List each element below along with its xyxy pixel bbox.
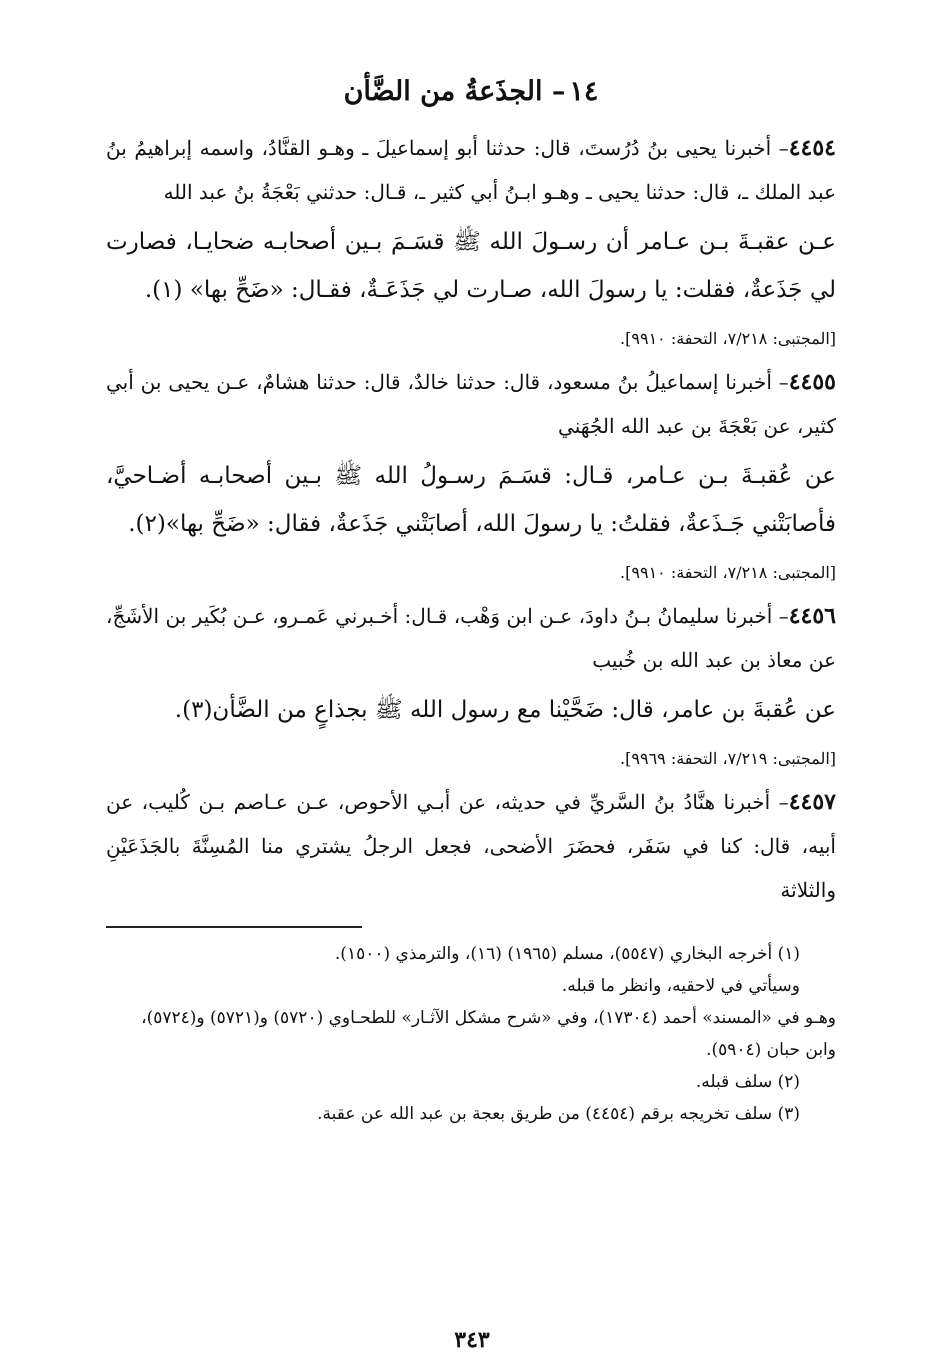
hadith-number: ٤٤٥٧ bbox=[788, 789, 836, 815]
hadith-matn: عـن عقبـةَ بـن عـامر أن رسـولَ الله ﷺ قسَـمَ بـين أصحابـه ضحايـا، فصارت لي جَذَعةٌ، فقلت: يا رسولَ الله، صـارت لي جَذَعَـةٌ، فقـال: «ضَحِّ بها» (١). bbox=[106, 229, 836, 303]
isnad-text: – أخبرنا إسماعيلُ بنُ مسعود، قال: حدثنا خالدٌ، قال: حدثنا هشامٌ، عـن يحيى بن أبي كثير، عن بَعْجَةَ بن عبد الله الجُهَني bbox=[106, 370, 836, 438]
isnad-text: – أخبرنا هنَّادُ بنُ السَّريِّ في حديثه، عن أبـي الأحوص، عـن عـاصم بـن كُليب، عن أبيه، قال: كنا في سَفَر، فحضَرَ الأضحى، فجعل الرجلُ يشتري منا المُسِنَّةَ بالجَذَعَيْنِ والثلاثة bbox=[106, 790, 836, 902]
chapter-title bbox=[106, 72, 836, 112]
hadith-matn: عن عُقبةَ بن عامر، قال: ضَحَّيْنا مع رسول الله ﷺ بجذاعٍ من الضَّأن(٣). bbox=[174, 697, 836, 723]
hadith-isnad bbox=[106, 360, 836, 448]
hadith-isnad bbox=[106, 126, 836, 214]
footnotes bbox=[106, 938, 836, 1130]
hadith-reference: [المجتبى: ٧/٢١٩، التحفة: ٩٩٦٩]. bbox=[620, 749, 836, 768]
hadith-number: ٤٤٥٥ bbox=[788, 369, 836, 395]
hadith-isnad bbox=[106, 594, 836, 682]
hadith-isnad bbox=[106, 780, 836, 912]
chapter-number: ١٤ bbox=[569, 76, 599, 107]
footnote-divider bbox=[106, 926, 362, 928]
footnote-1-continuation: وسيأتي في لاحقيه، وانظر ما قبله. bbox=[561, 976, 800, 996]
page-number: ٣٤٣ bbox=[454, 1327, 490, 1353]
hadith-number: ٤٤٥٦ bbox=[788, 603, 836, 629]
book-page bbox=[106, 72, 836, 1323]
hadith-number: ٤٤٥٤ bbox=[788, 135, 836, 161]
hadith-4455 bbox=[106, 360, 836, 588]
hadith-reference: [المجتبى: ٧/٢١٨، التحفة: ٩٩١٠]. bbox=[620, 563, 836, 582]
hadith-4454 bbox=[106, 126, 836, 354]
footnote-1: (١) أخرجه البخاري (٥٥٤٧)، مسلم (١٩٦٥) (١٦)، والترمذي (١٥٠٠). bbox=[334, 944, 800, 964]
hadith-4457 bbox=[106, 780, 836, 912]
hadith-4456 bbox=[106, 594, 836, 774]
hadith-matn: عن عُقبـةَ بـن عـامر، قـال: قسَـمَ رسـولُ الله ﷺ بـين أصحابـه أضـاحيَّ، فأصابَتْني جَـذَعةٌ، فقلتُ: يا رسولَ الله، أصابَتْني جَذَعةٌ، فقال: «ضَحِّ بها»(٢). bbox=[106, 463, 836, 537]
footnote-2: (٢) سلف قبله. bbox=[695, 1072, 800, 1092]
footnote-1-sources: وهـو في «المسند» أحمد (١٧٣٠٤)، وفي «شرح مشكل الآثـار» للطحـاوي (٥٧٢٠) و(٥٧٢١) و(٥٧٢٤)، وابن حبان (٥٩٠٤). bbox=[141, 1008, 836, 1060]
isnad-text: – أخبرنا يحيى بنُ دُرُستَ، قال: حدثنا أبو إسماعيلَ ـ وهـو القنَّادُ، واسمه إبراهيمُ بنُ عبد الملك ـ، قال: حدثنا يحيى ـ وهـو ابـنُ أبي كثير ـ، قـال: حدثني بَعْجَةُ بنُ عبد الله bbox=[106, 136, 836, 204]
hadith-reference: [المجتبى: ٧/٢١٨، التحفة: ٩٩١٠]. bbox=[620, 329, 836, 348]
footnote-3: (٣) سلف تخريجه برقم (٤٤٥٤) من طريق بعجة بن عبد الله عن عقبة. bbox=[317, 1104, 800, 1124]
isnad-text: – أخبرنا سليمانُ بـنُ داودَ، عـن ابن وَهْب، قـال: أخـبرني عَمـرو، عـن بُكَير بن الأشَجِّ، عن معاذ بن عبد الله بن خُبيب bbox=[106, 604, 836, 672]
chapter-title-text: – الجذَعةُ من الضَّأن bbox=[343, 76, 566, 107]
